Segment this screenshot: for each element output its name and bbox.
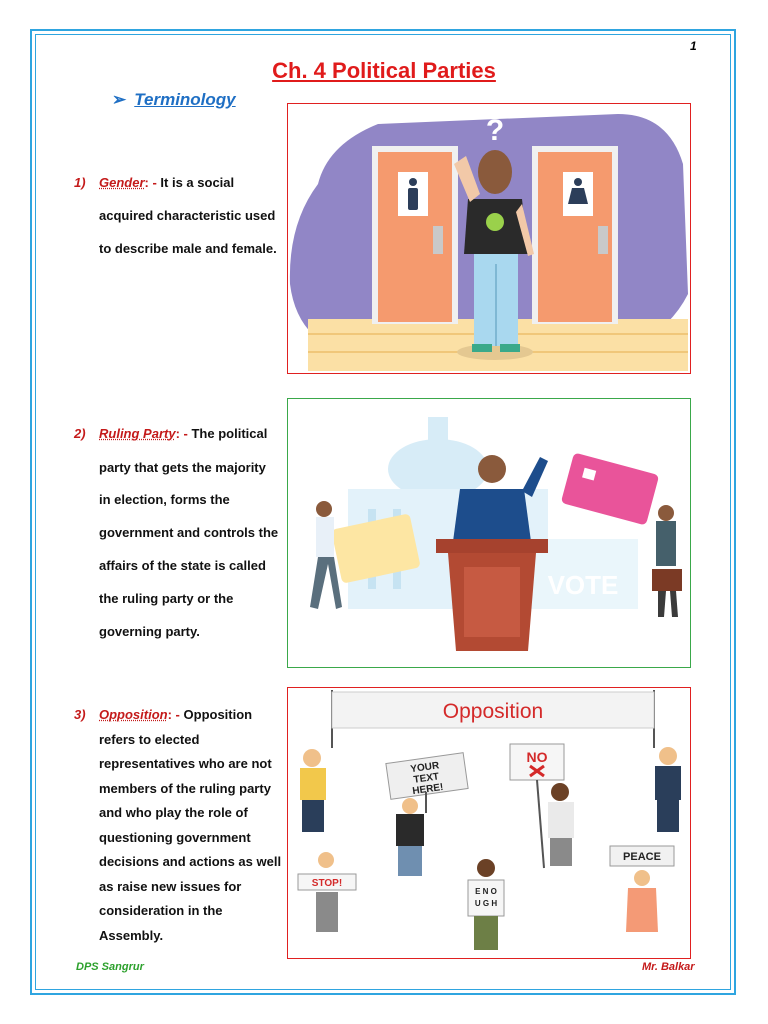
protester-7 — [477, 859, 495, 877]
protester-3 — [551, 783, 569, 801]
protester-2 — [402, 798, 418, 814]
podium-top — [436, 539, 548, 553]
page-title: Ch. 4 Political Parties — [272, 58, 496, 83]
gender-illustration — [287, 103, 691, 374]
protester-6 — [318, 852, 334, 868]
question-mark-icon: ? — [485, 114, 505, 147]
term-name: Gender — [99, 175, 145, 190]
person-head — [478, 150, 512, 194]
term-line: refers to elected — [99, 732, 200, 747]
term-line: Assembly. — [99, 928, 164, 943]
sign-enough — [468, 880, 504, 916]
person-right — [658, 505, 674, 521]
protester-5 — [634, 870, 650, 886]
gender-scene-svg — [288, 104, 690, 373]
svg-text:HERE!: HERE! — [411, 781, 445, 798]
female-icon — [574, 178, 582, 186]
term-line: Opposition: - Opposition — [99, 707, 253, 722]
term-number: 2) — [74, 426, 86, 441]
term-line: governing party. — [99, 624, 200, 639]
term-name: Opposition — [99, 707, 168, 722]
term-line: decisions and actions as well — [99, 854, 282, 869]
protester-4 — [659, 747, 677, 765]
ballot-card-right — [561, 452, 659, 525]
term-number: 3) — [74, 707, 86, 722]
term-line: in election, forms the — [99, 492, 230, 507]
term-line: the ruling party or the — [99, 591, 234, 606]
term-line: affairs of the state is called — [99, 558, 266, 573]
svg-text:YOUR: YOUR — [409, 760, 440, 776]
term-line: to describe male and female. — [99, 241, 277, 256]
footer-author: Mr. Balkar — [642, 961, 695, 973]
term-line: Gender: - It is a social — [99, 175, 235, 190]
term-line: representatives who are not — [99, 756, 272, 771]
section-heading-text: Terminology — [134, 90, 236, 109]
male-icon — [409, 178, 417, 186]
briefcase — [652, 569, 682, 591]
footer-school: DPS Sangrur — [76, 961, 144, 973]
door-handle — [433, 226, 443, 254]
arrow-bullet-icon: ➢ — [112, 90, 127, 109]
term-line: consideration in the — [99, 903, 223, 918]
opposition-scene-svg — [288, 688, 690, 958]
term-line: questioning government — [99, 830, 251, 845]
speaker-head — [478, 455, 506, 483]
term-line: government and controls the — [99, 525, 279, 540]
opposition-banner-text: Opposition — [442, 700, 544, 723]
ruling-scene-svg — [288, 399, 690, 667]
page-number: 1 — [690, 39, 697, 53]
protester-1 — [303, 749, 321, 767]
svg-text:U G H: U G H — [474, 899, 498, 908]
svg-text:TEXT: TEXT — [412, 771, 440, 786]
svg-text:PEACE: PEACE — [623, 851, 661, 863]
person-left — [316, 501, 332, 517]
term-line: members of the ruling party — [99, 781, 271, 796]
ruling-party-illustration — [287, 398, 691, 668]
term-line: as raise new issues for — [99, 879, 242, 894]
svg-text:E N O: E N O — [475, 887, 497, 896]
svg-text:STOP!: STOP! — [311, 878, 343, 889]
svg-text:NO: NO — [526, 749, 548, 765]
term-line: party that gets the majority — [99, 460, 266, 475]
section-heading — [112, 90, 236, 110]
vote-text: VOTE — [547, 570, 619, 600]
term-line: acquired characteristic used — [99, 208, 276, 223]
opposition-illustration — [287, 687, 691, 959]
term-name: Ruling Party — [99, 426, 176, 441]
term-line: and who play the role of — [99, 805, 248, 820]
term-line: Ruling Party: - The political — [99, 426, 268, 441]
term-number: 1) — [74, 175, 86, 190]
